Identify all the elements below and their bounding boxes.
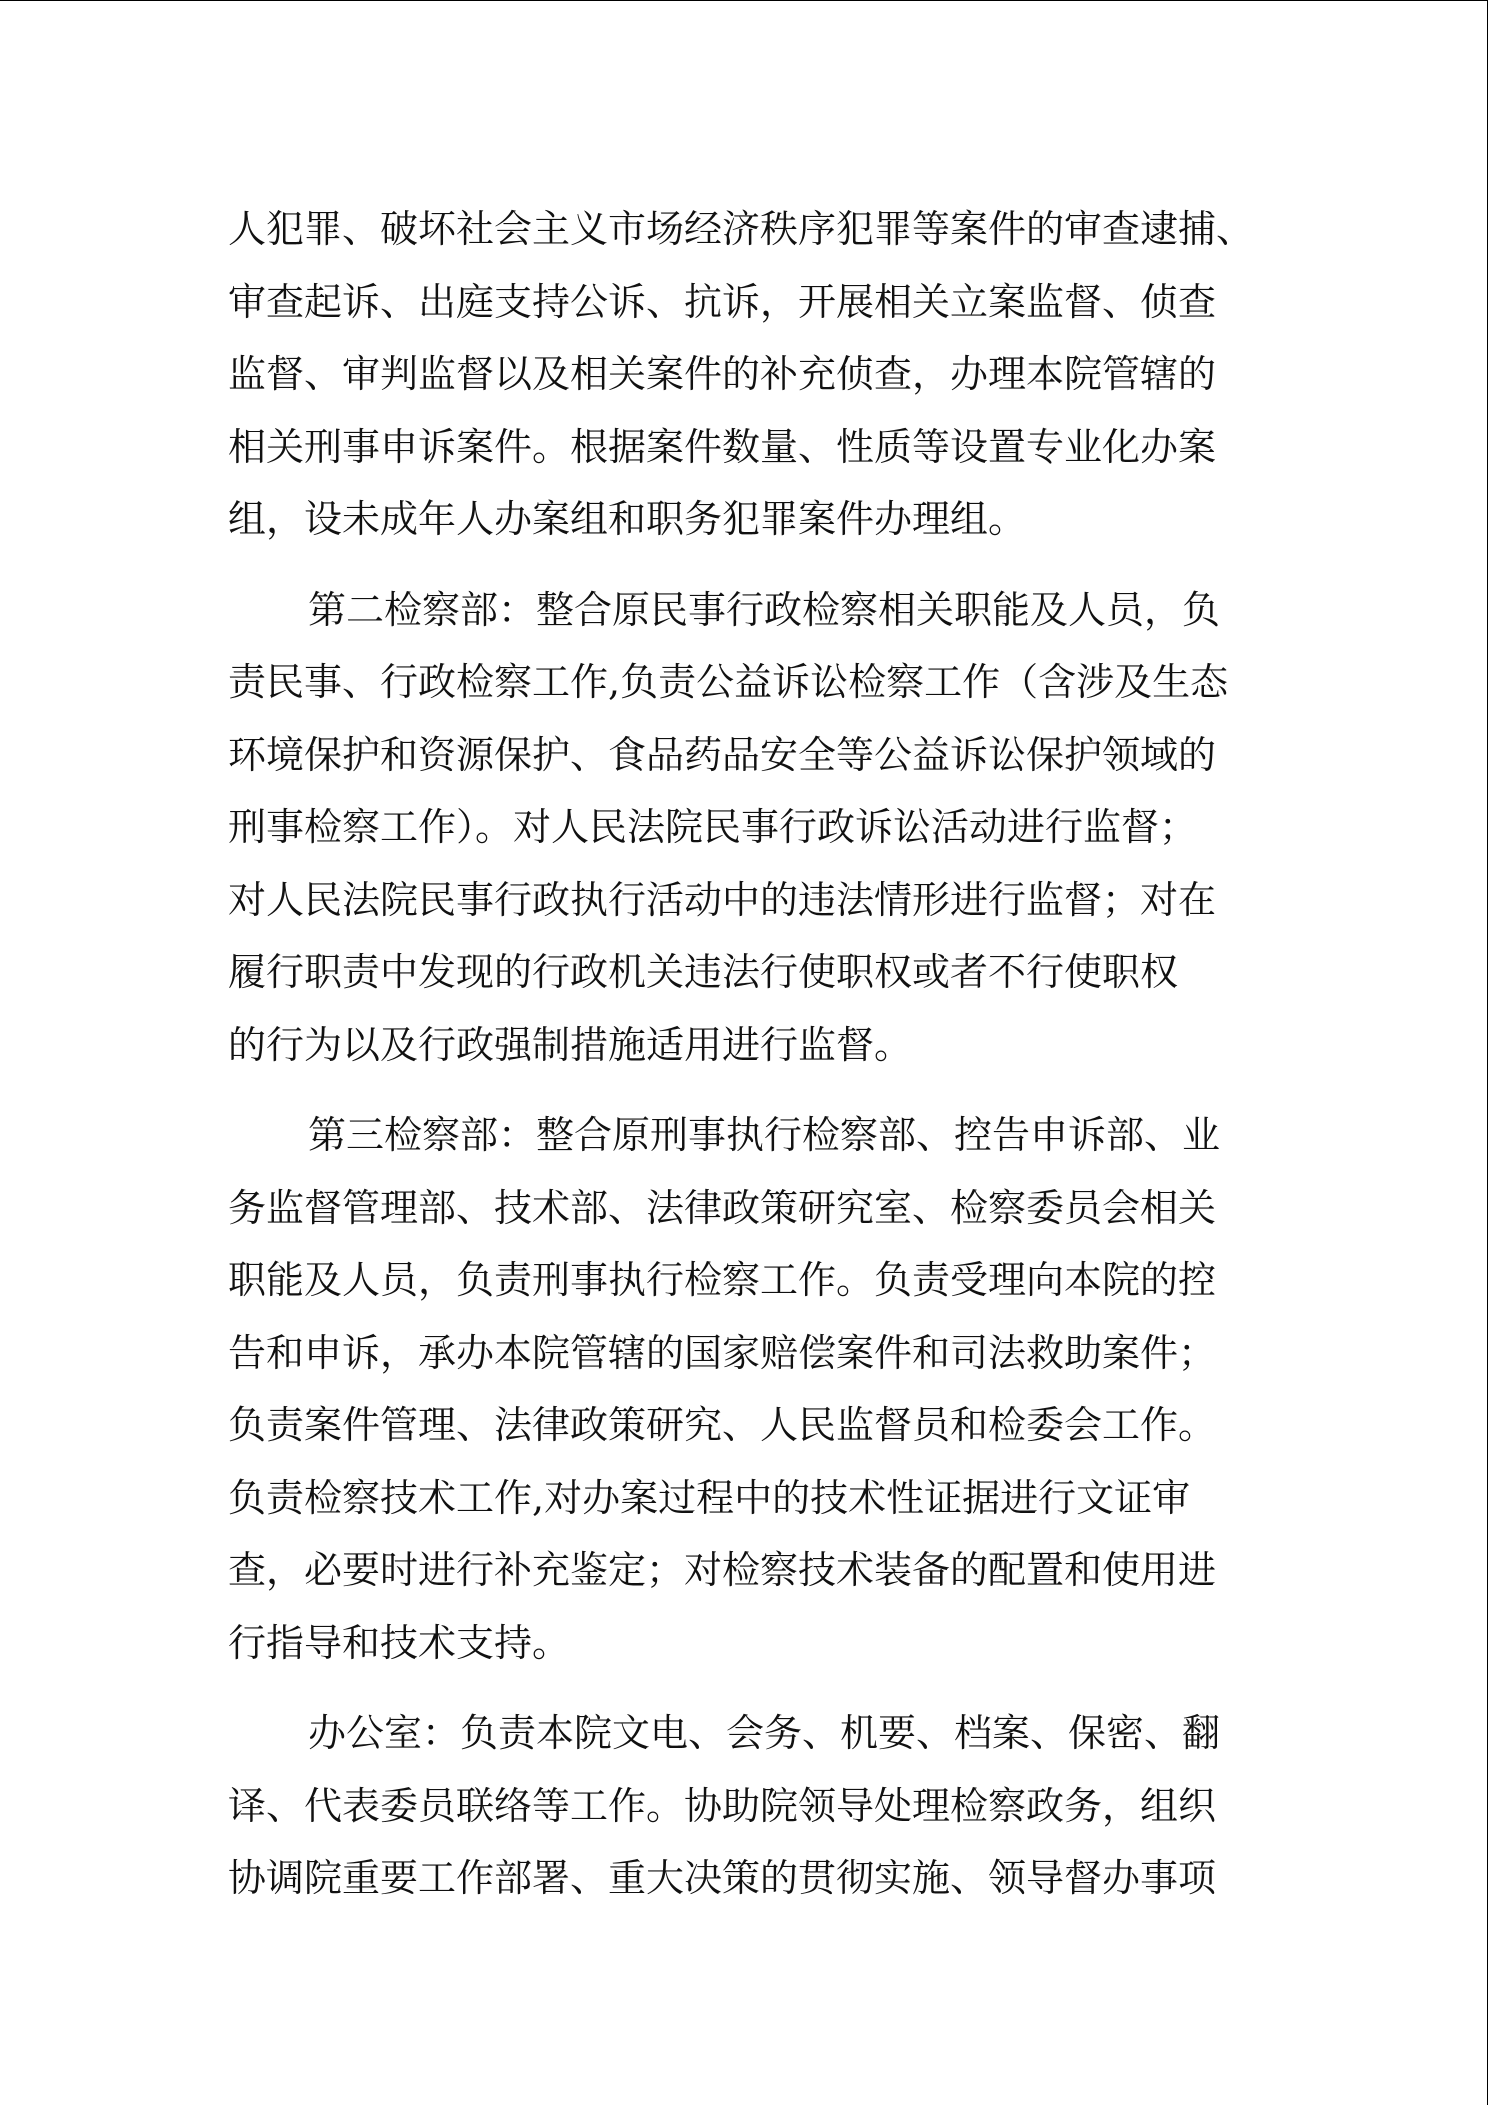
text-line: 第三检察部：整合原刑事执行检察部、控告申诉部、业 [308,1113,1221,1157]
paragraph-1 [228,193,1308,556]
text-line: 的行为以及行政强制措施适用进行监督。 [228,1022,913,1067]
text-line: 环境保护和资源保护、食品药品安全等公益诉讼保护领域的 [228,732,1217,777]
text-line: 职能及人员，负责刑事执行检察工作。负责受理向本院的控 [228,1258,1217,1302]
text-line: 协调院重要工作部署、重大决策的贯彻实施、领导督办事项 [228,1856,1217,1900]
paragraph-spacer [228,556,1308,574]
text-line: 对人民法院民事行政执行活动中的违法情形进行监督；对在 [228,877,1217,922]
paragraph-4 [228,1697,1308,1915]
text-line: 人犯罪、破坏社会主义市场经济秩序犯罪等案件的审查逮捕、 [228,207,1255,251]
paragraph-spacer [228,1679,1308,1697]
text-line: 监督、审判监督以及相关案件的补充侦查，办理本院管辖的 [228,352,1217,396]
document-body [228,193,1308,1915]
text-line: 责民事、行政检察工作,负责公益诉讼检察工作（含涉及生态 [228,660,1229,704]
text-line: 审查起诉、出庭支持公诉、抗诉，开展相关立案监督、侦查 [228,279,1217,324]
text-line: 负责检察技术工作,对办案过程中的技术性证据进行文证审 [228,1475,1191,1520]
text-line: 行指导和技术支持。 [228,1620,571,1665]
text-line: 刑事检察工作）。对人民法院民事行政诉讼活动进行监督； [228,805,1198,849]
text-line: 第二检察部：整合原民事行政检察相关职能及人员，负 [308,587,1221,632]
text-line: 告和申诉，承办本院管辖的国家赔偿案件和司法救助案件； [228,1330,1217,1375]
text-line: 务监督管理部、技术部、法律政策研究室、检察委员会相关 [228,1185,1217,1230]
paragraph-2 [228,574,1308,1082]
text-line: 组，设未成年人办案组和职务犯罪案件办理组。 [228,497,1027,541]
text-line: 负责案件管理、法律政策研究、人民监督员和检委会工作。 [228,1403,1217,1447]
text-line: 办公室：负责本院文电、会务、机要、档案、保密、翻 [308,1711,1221,1755]
text-line: 履行职责中发现的行政机关违法行使职权或者不行使职权 [228,950,1179,994]
paragraph-3 [228,1099,1308,1679]
paragraph-spacer [228,1081,1308,1099]
text-line: 译、代表委员联络等工作。协助院领导处理检察政务，组织 [228,1783,1217,1828]
text-line: 查，必要时进行补充鉴定；对检察技术装备的配置和使用进 [228,1548,1217,1592]
text-line: 相关刑事申诉案件。根据案件数量、性质等设置专业化办案 [228,424,1217,469]
